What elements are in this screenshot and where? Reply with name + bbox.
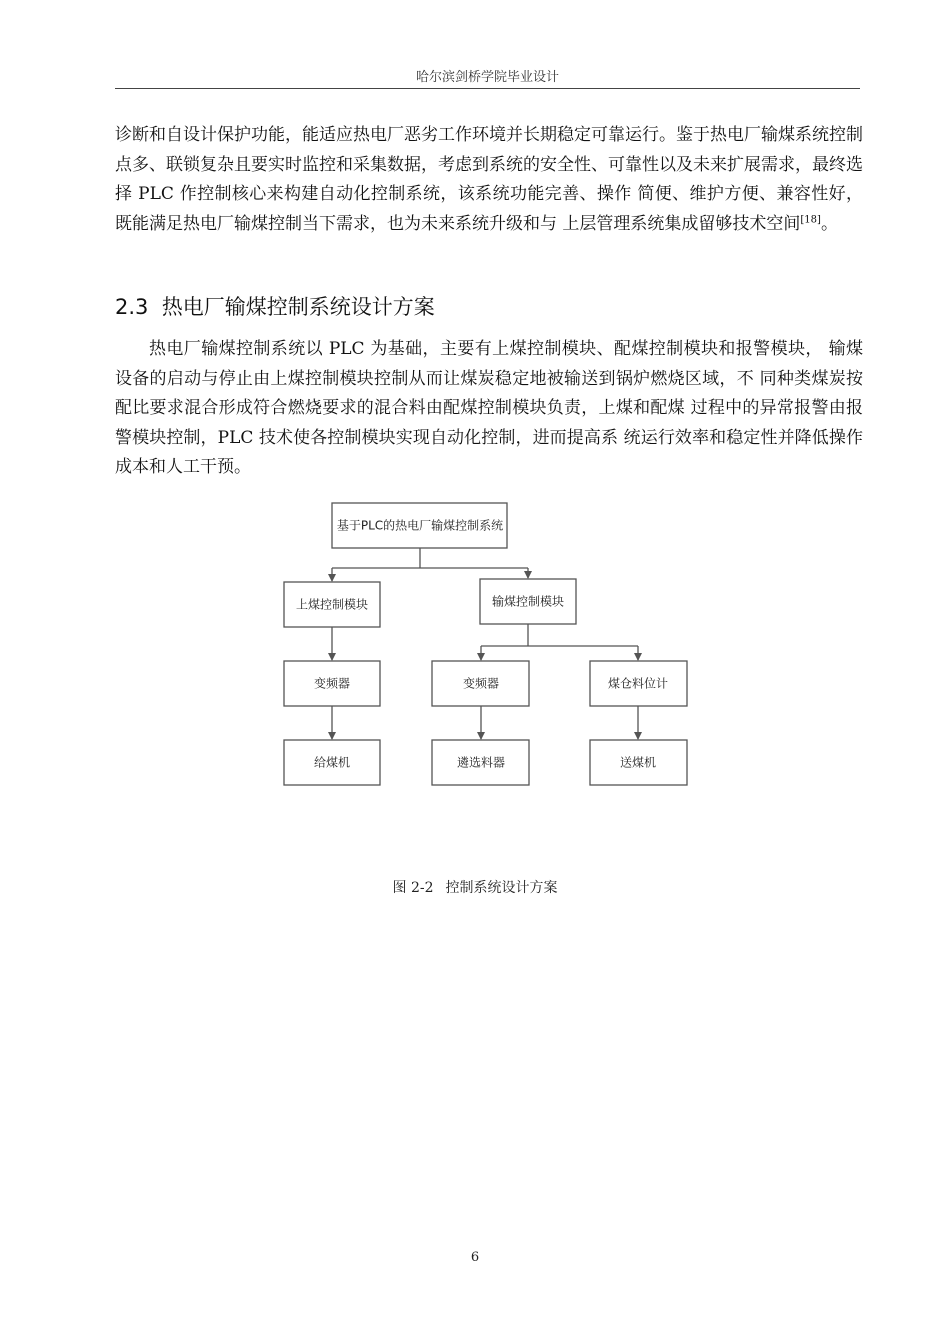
- section-number: 2.3: [115, 295, 149, 319]
- node-left-module: 上煤控制模块: [295, 597, 369, 612]
- section-title: 热电厂输煤控制系统设计方案: [161, 295, 435, 319]
- figure-label: 图 2-2: [392, 880, 434, 896]
- diagram-boxes: [284, 503, 687, 785]
- node-left-vfd: 变频器: [313, 676, 351, 691]
- node-conveyor: 送煤机: [619, 755, 657, 770]
- paragraph-2: 热电厂输煤控制系统以 PLC 为基础，主要有上煤控制模块、配煤控制模块和报警模块， 输煤设备的启动与停止由上煤控制模块控制从而让煤炭稳定地被输送到锅炉燃烧区域，不 同种类煤炭按配比要求混合形成符合燃烧要求的混合料由配煤控制模块负责，上煤和配煤 过程中的异常报警由报警模块控制，PLC 技术使各控制模块实现自动化控制，进而提高系 统运行效率和稳定性并降低操作成本和人工干预。: [115, 339, 863, 477]
- page-header: 哈尔滨剑桥学院毕业设计: [415, 70, 559, 85]
- node-root: 基于PLC的热电厂输煤控制系统: [336, 518, 504, 533]
- paragraph-1-end: 。: [820, 213, 838, 234]
- node-right-module: 输煤控制模块: [491, 594, 565, 609]
- node-level-meter: 煤仓料位计: [607, 676, 669, 691]
- figure-caption: [0, 877, 950, 897]
- diagram-connectors: [332, 548, 638, 739]
- node-mid-vfd: 变频器: [462, 676, 500, 691]
- node-feeder: 给煤机: [313, 755, 351, 770]
- figure-title: 控制系统设计方案: [445, 880, 558, 896]
- page-number: 6: [470, 1250, 480, 1265]
- citation-18: [18]: [800, 213, 821, 225]
- node-selector: 遴选料器: [456, 755, 506, 770]
- paragraph-1-text: 诊断和自设计保护功能，能适应热电厂恶劣工作环境并长期稳定可靠运行。鉴于热电厂输煤系统控制点多、联锁复杂且要实时监控和采集数据，考虑到系统的安全性、可靠性以及未来扩展需求，最终选择 PLC 作控制核心来构建自动化控制系统，该系统功能完善、操作 简便、维护方便、兼容性好，既能满足热电厂输煤控制当下需求，也为未来系统升级和与 上层管理系统集成留够技术空间: [115, 125, 863, 234]
